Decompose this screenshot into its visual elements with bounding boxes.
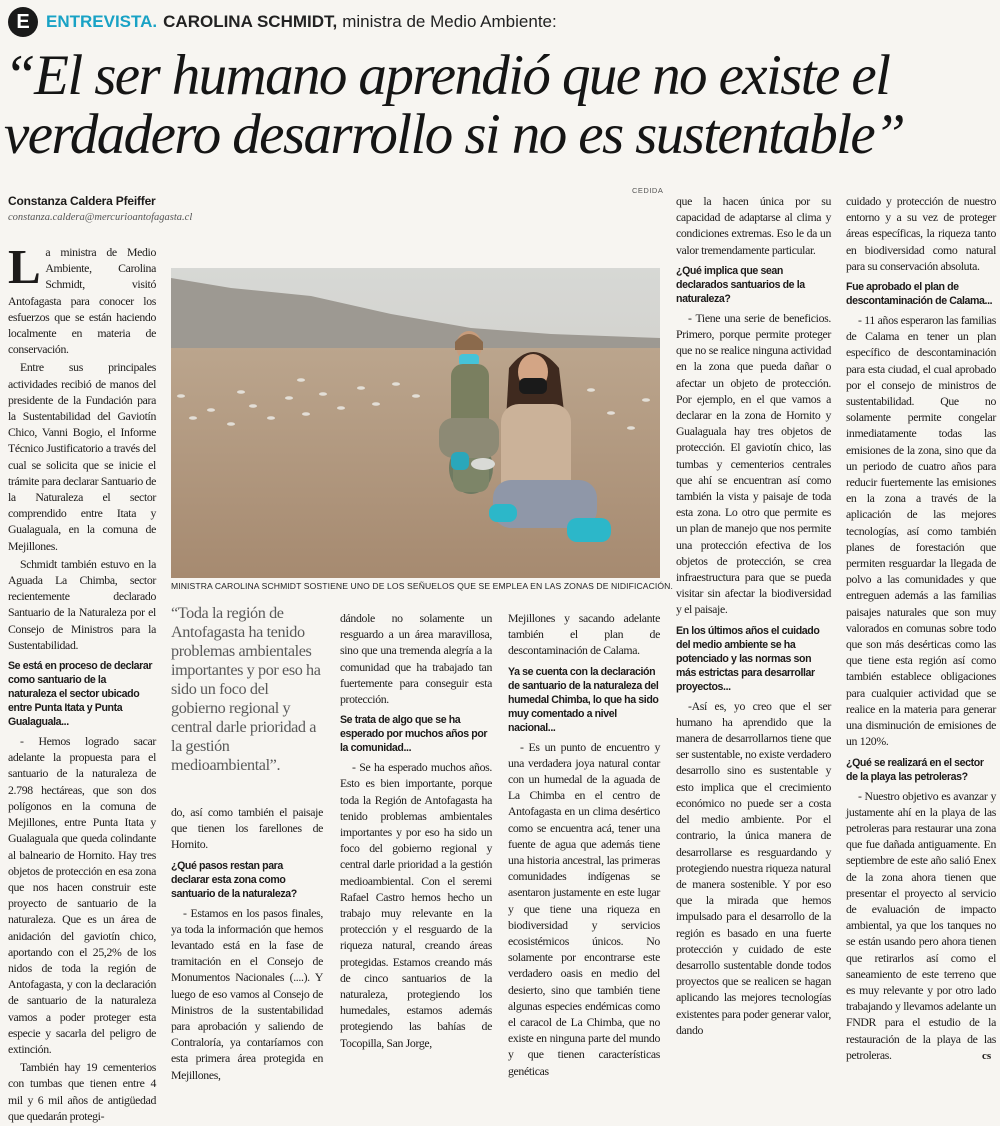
article-column-5 bbox=[676, 193, 831, 1040]
headline: “El ser humano aprendió que no existe el verdadero desarrollo si no es sustentable” bbox=[4, 44, 905, 166]
article-column-2 bbox=[171, 804, 323, 1085]
paragraph: cuidado y protección de nuestro entorno y a su vez de proteger áreas específicas, la riqueza tanto en biodiversidad como natural para su conservación absoluta. bbox=[846, 194, 996, 273]
interview-question: Fue aprobado el plan de descontaminación de Calama... bbox=[846, 281, 993, 308]
pull-quote: “Toda la región de Antofagasta ha tenido problemas ambientales importantes y por eso ha sido un foco del gobierno regional y central darle prioridad a la gestión medioambiental”. bbox=[171, 604, 321, 774]
kicker-role: ministra de Medio Ambiente: bbox=[342, 12, 557, 31]
paragraph: - Estamos en los pasos finales, ya toda la información que hemos levantado está en la fase de tramitación en el Consejo de Monumentos Nacionales (....). Y luego de eso vamos al Consejo de Ministros de la sustentabilidad para aprobación y saliendo de Contraloría, ya contaríamos con esta primera área protegida en Mejillones, bbox=[171, 905, 323, 1082]
interview-question: Se trata de algo que se ha esperado por muchos años por la comunidad... bbox=[340, 714, 488, 755]
interview-question: ¿Qué implica que sean declarados santuarios de la naturaleza? bbox=[676, 264, 805, 305]
paragraph: - Se ha esperado muchos años. Esto es bien importante, porque toda la Región de Antofagasta ha tenido problemas ambientales importantes y por eso ha sido un foco del gobierno regional y central darle prioridad a la gestión medioambiental. Con el seremi Rafael Castro hemos hecho un trabajo muy relevante en la protección y el resguardo de la riqueza natural, creando áreas protegidas. Estamos creando más de cinco santuarios de la naturaleza, protegiendo los humedales, estamos además protegiendo las bahías de Tocopilla, San Jorge, bbox=[340, 760, 492, 1050]
paragraph: que la hacen única por su capacidad de adaptarse al clima y condiciones extremas. Eso le da un valor tremendamente particular. bbox=[676, 194, 831, 257]
interview-photo bbox=[171, 268, 660, 578]
byline-email: constanza.caldera@mercurioantofagasta.cl bbox=[8, 212, 193, 223]
drop-cap: L bbox=[8, 239, 41, 294]
paragraph: dándole no solamente un resguardo a un área maravillosa, sino que una tremenda alegría a la comunidad que ha trabajado tan fuertemente para conseguir esta protección. bbox=[340, 611, 492, 707]
article-column-6 bbox=[846, 193, 996, 1065]
interview-question: En los últimos años el cuidado del medio ambiente se ha potenciado y las normas son más estrictas para desarrollar proyectos... bbox=[676, 624, 820, 693]
paragraph: - Es un punto de encuentro y una verdadera joya natural contar con un humedal de la aguada de La Chimba en el centro de Antofagasta en un clima desértico como se encuentra acá, tener una fuente de agua que además tiene una historia ancestral, las primeras comunidades indígenas se asentaron justamente en este lugar y que tiene una riqueza en biodiversidad y servicios ecosistémicos únicos. No solamente por encontrarse este verdadero oasis en medio del desierto, sino que también tiene algunas especies endémicas como el caracol de La Chimba, que no existe en ninguna parte del mundo y que tienen características genéticas bbox=[508, 739, 660, 1078]
paragraph: Entre sus principales actividades recibió de manos del presidente de la Fundación para la Sustentabilidad del Gaviotín Chico, Vanni Bogio, el Informe Técnico Justificatorio a través del cual se solicita que se inicie el trámite para declarar Santuario de la Naturaleza el sector comprendido entre Itata y Gualaguala, en la comuna de Mejillones. bbox=[8, 360, 156, 553]
kicker-name: CAROLINA SCHMIDT, bbox=[163, 12, 338, 31]
photo-caption: MINISTRA CAROLINA SCHMIDT SOSTIENE UNO DE LOS SEÑUELOS QUE SE EMPLEA EN LAS ZONAS DE NIDIFICACIÓN. bbox=[171, 581, 673, 591]
kicker-line bbox=[8, 6, 557, 38]
article-column-4 bbox=[508, 610, 660, 1081]
photo-credit: CEDIDA bbox=[632, 186, 664, 195]
article-column-3 bbox=[340, 610, 492, 1053]
paragraph: Schmidt también estuvo en la Aguada La Chimba, sector recientemente declarado Santuario de la Naturaleza por el Consejo de Ministros para la Sustentabilidad. bbox=[8, 556, 156, 652]
lead-paragraph: La ministra de Medio Ambiente, Carolina Schmidt, visitó Antofagasta para conocer los esfuerzos que se están haciendo localmente en materia de conservación. bbox=[8, 239, 156, 357]
paragraph: También hay 19 cementerios con tumbas que tienen entre 4 mil y 6 mil años de antigüedad que quedarán protegi- bbox=[8, 1060, 156, 1123]
paragraph: - Tiene una serie de beneficios. Primero, porque permite proteger que no se realice ninguna actividad en la zona que pueda dañar o afectar un objeto de protección. Por ejemplo, en el que vamos a declarar en la zona de Hornito y Gualaguala hay tres objetos de protección. El gaviotín chico, las tumbas y cementerios centrales que ahí se encuentran así como también la vista y paisaje de toda esta zona. Lo otro que permite es un plan de manejo que nos permite una protección efectiva de los objetos de protección, se crea infraestructura para que se pueda visitar sin afectar la biodiversidad y el paisaje. bbox=[676, 310, 831, 617]
interview-question: ¿Qué pasos restan para declarar esta zona como santuario de la naturaleza? bbox=[171, 859, 297, 900]
kicker-label: ENTREVISTA. bbox=[46, 12, 158, 31]
paragraph: do, así como también el paisaje que tienen los farellones de Hornito. bbox=[171, 805, 323, 852]
section-badge: E bbox=[8, 7, 38, 37]
interview-question: ¿Qué se realizará en el sector de la playa las petroleras? bbox=[846, 756, 984, 783]
paragraph: Mejillones y sacando adelante también el plan de descontaminación de Calama. bbox=[508, 611, 660, 658]
interview-question: Ya se cuenta con la declaración de santuario de la naturaleza del humedal Chimba, lo que ha sido muy comentado a nivel nacional... bbox=[508, 665, 659, 734]
desert-ground bbox=[171, 348, 660, 578]
byline-author: Constanza Caldera Pfeiffer bbox=[8, 194, 156, 208]
article-column-1 bbox=[8, 239, 156, 1126]
paragraph: - Hemos logrado sacar adelante la propuesta para el santuario de la naturaleza de 2.798 hectáreas, que son dos polígonos en la comuna de Mejillones, entre Punta Itata y Gualaguala que queda colindante al balneario de Hornito. Hay tres objetos de protección en esa zona que nos hacen construir este proyecto de santuario de la naturaleza. Que es un área de anidación del gaviotín chico, aportando con el 25,2% de los nidos de toda la región de Antofagasta, y con la declaración de santuario de la naturaleza vamos a poder proteger esta especie y sacarla del peligro de extinción. bbox=[8, 734, 156, 1056]
paragraph: - Nuestro objetivo es avanzar y justamente ahí en la playa de las petroleras para restaurar una zona que fue dañada antiguamente. En septiembre de este año salió Enex de la zona ahora tienen que presentar el proyecto al servicio de evaluación de impacto ambiental, ya que los tanques no se están usando pero ahora tienen que retirarlos así como el saneamiento de este terreno que es muy relevante y por otro lado trabajando y llevamos adelante un FNDR para el estudio de la restauración de la playa de las petroleras. bbox=[846, 788, 996, 1062]
end-mark: cs bbox=[982, 1050, 992, 1062]
paragraph: - 11 años esperaron las familias de Calama en tener un plan específico de descontaminación para esta ciudad, el cual aprobado por el consejo de ministros de sustentabilidad. Que no solamente permite congelar inmediatamente todas las emisiones de la zona, sino que da un periodo de cuatro años para reducir fuertemente las emisiones en la zona a través de la aplicación de las mejores tecnologías, así como también planes de forestación que permiten resguardar la llegada de polvo a las comunidades y que entreguen además a las familias paisajes naturales que son muy valorados en comunas sobre todo que son más desérticas como las que tiene esta región así como también establece obligaciones para cualquier actividad que se realice en la materia para generar una disminución de emisiones de un 120%. bbox=[846, 313, 996, 749]
interview-question: Se está en proceso de declarar como santuario de la naturaleza el sector ubicado entre Punta Itata y Punta Gualaguala... bbox=[8, 660, 153, 729]
paragraph: -Así es, yo creo que el ser humano ha aprendido que la manera de desarrollarnos tiene que ser sustentable, no existe verdadero desarrollo sino es sustentable y esto implica que el crecimiento económico no puede ser a costa del medio ambiente. Por el contrario, la única manera de desarrollarse es resguardando y protegiendo nuestra riqueza natural de manera sostenible. Y por eso que la mirada que hemos impulsado para el desarrollo de la región es basado en una fuerte protección y cuidado de este desarrollo sustentable donde todos proyectos que se realicen se hagan aplicando las mejores tecnologías existentes para poder generar valor, dando bbox=[676, 698, 831, 1037]
